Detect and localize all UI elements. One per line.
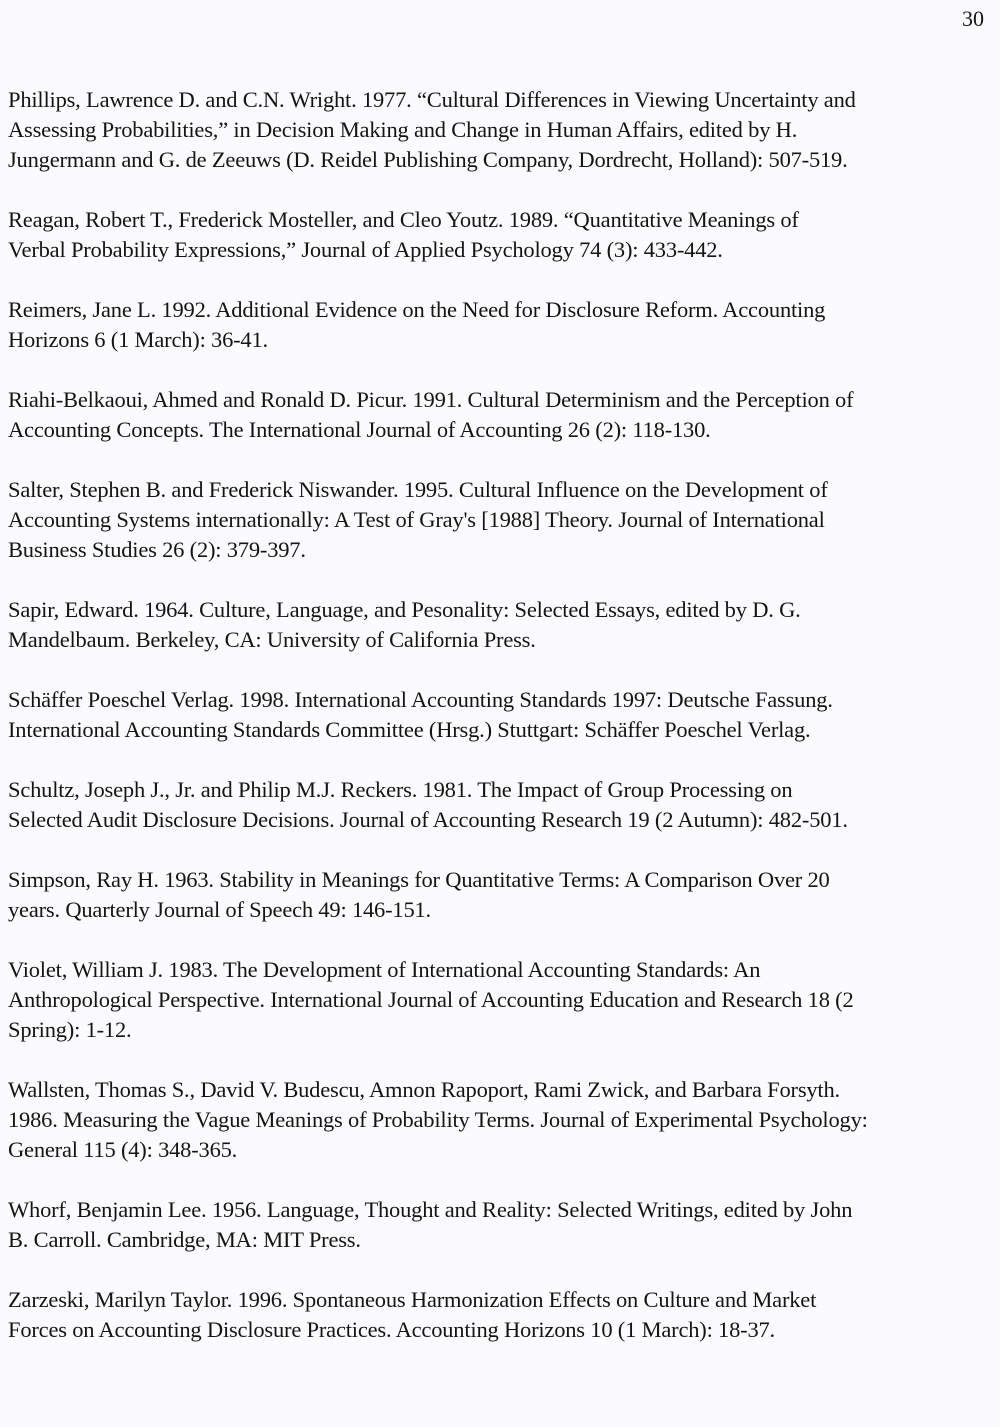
reference-entry (8, 205, 799, 265)
reference-entry (8, 1195, 852, 1255)
reference-line: Horizons 6 (1 March): 36-41. (8, 327, 268, 352)
reference-line: Mandelbaum. Berkeley, CA: University of California Press. (8, 627, 536, 652)
reference-line: Accounting Concepts. The International Journal of Accounting 26 (2): 118-130. (8, 417, 711, 442)
reference-entry (8, 775, 848, 835)
reference-line: Spring): 1-12. (8, 1017, 132, 1042)
reference-line: 1986. Measuring the Vague Meanings of Probability Terms. Journal of Experimental Psychology: (8, 1107, 868, 1132)
reference-line: Wallsten, Thomas S., David V. Budescu, Amnon Rapoport, Rami Zwick, and Barbara Forsyth. (8, 1077, 840, 1102)
reference-entry (8, 385, 853, 445)
page-number: 30 (962, 6, 984, 31)
reference-line: Anthropological Perspective. International Journal of Accounting Education and Research 18 (2 (8, 987, 854, 1012)
reference-line: Riahi-Belkaoui, Ahmed and Ronald D. Picur. 1991. Cultural Determinism and the Perception of (8, 387, 854, 412)
reference-line: Accounting Systems internationally: A Test of Gray's [1988] Theory. Journal of International (8, 507, 825, 532)
reference-line: General 115 (4): 348-365. (8, 1137, 238, 1162)
reference-line: Schultz, Joseph J., Jr. and Philip M.J. Reckers. 1981. The Impact of Group Processing on (8, 777, 793, 802)
reference-line: Phillips, Lawrence D. and C.N. Wright. 1977. “Cultural Differences in Viewing Uncertainty and (8, 87, 856, 112)
reference-entry (8, 295, 825, 355)
reference-entry (8, 1075, 868, 1165)
reference-entry (8, 1285, 816, 1345)
reference-line: Whorf, Benjamin Lee. 1956. Language, Thought and Reality: Selected Writings, edited by John (8, 1197, 853, 1222)
reference-line: Reimers, Jane L. 1992. Additional Evidence on the Need for Disclosure Reform. Accounting (8, 297, 826, 322)
reference-line: Forces on Accounting Disclosure Practices. Accounting Horizons 10 (1 March): 18-37. (8, 1317, 775, 1342)
reference-entry (8, 955, 854, 1045)
reference-entry (8, 475, 828, 565)
reference-line: Business Studies 26 (2): 379-397. (8, 537, 306, 562)
reference-line: Salter, Stephen B. and Frederick Niswander. 1995. Cultural Influence on the Development of (8, 477, 828, 502)
reference-line: Jungermann and G. de Zeeuws (D. Reidel Publishing Company, Dordrecht, Holland): 507-519. (8, 147, 848, 172)
reference-entry (8, 865, 830, 925)
reference-line: B. Carroll. Cambridge, MA: MIT Press. (8, 1227, 361, 1252)
reference-line: Simpson, Ray H. 1963. Stability in Meanings for Quantitative Terms: A Comparison Over 20 (8, 867, 830, 892)
reference-line: International Accounting Standards Committee (Hrsg.) Stuttgart: Schäffer Poeschel Verlag. (8, 717, 811, 742)
reference-line: Violet, William J. 1983. The Development of International Accounting Standards: An (8, 957, 761, 982)
reference-line: years. Quarterly Journal of Speech 49: 146-151. (8, 897, 431, 922)
reference-entry (8, 685, 833, 745)
reference-line: Zarzeski, Marilyn Taylor. 1996. Spontaneous Harmonization Effects on Culture and Market (8, 1287, 817, 1312)
reference-line: Schäffer Poeschel Verlag. 1998. International Accounting Standards 1997: Deutsche Fassung. (8, 687, 833, 712)
reference-line: Sapir, Edward. 1964. Culture, Language, and Pesonality: Selected Essays, edited by D. G. (8, 597, 801, 622)
reference-entry (8, 85, 856, 175)
reference-line: Verbal Probability Expressions,” Journal of Applied Psychology 74 (3): 433-442. (8, 237, 723, 262)
reference-line: Reagan, Robert T., Frederick Mosteller, and Cleo Youtz. 1989. “Quantitative Meanings of (8, 207, 799, 232)
reference-line: Assessing Probabilities,” in Decision Making and Change in Human Affairs, edited by H. (8, 117, 798, 142)
reference-entry (8, 595, 801, 655)
reference-line: Selected Audit Disclosure Decisions. Journal of Accounting Research 19 (2 Autumn): 482-501. (8, 807, 848, 832)
